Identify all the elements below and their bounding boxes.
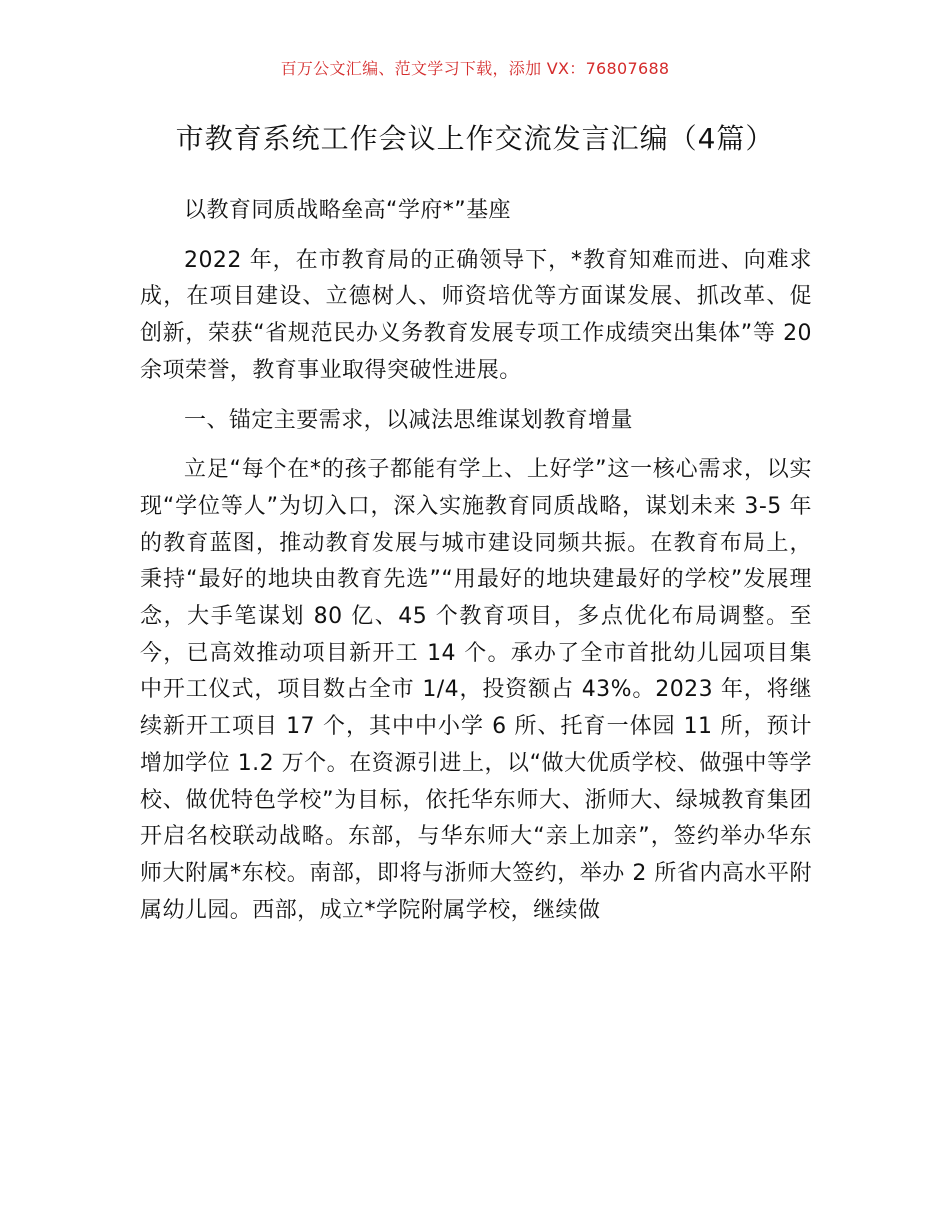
- paragraph: 2022 年，在市教育局的正确领导下，*教育知难而进、向难求成，在项目建设、立德树人、师资培优等方面谋发展、抓改革、促创新，荣获“省规范民办义务教育发展专项工作成绩突出集体”等 20 余项荣誉，教育事业取得突破性进展。: [140, 247, 812, 383]
- document-body: [140, 193, 812, 942]
- watermark-banner: 百万公文汇编、范文学习下载，添加 VX：76807688: [280, 59, 670, 78]
- document-title: 市教育系统工作会议上作交流发言汇编（4篇）: [175, 122, 775, 155]
- section-heading: 一、锚定主要需求，以减法思维谋划教育增量: [184, 407, 634, 433]
- document-subtitle: 以教育同质战略垒高“学府*”基座: [184, 198, 511, 223]
- paragraph: 立足“每个在*的孩子都能有学上、上好学”这一核心需求，以实现“学位等人”为切入口，深入实施教育同质战略，谋划未来 3-5 年的教育蓝图，推动教育发展与城市建设同频共振。在教育布局上，秉持“最好的地块由教育先选”“用最好的地块建最好的学校”发展理念，大手笔谋划 80 亿、45 个教育项目，多点优化布局调整。至今，已高效推动项目新开工 14 个。承办了全市首批幼儿园项目集中开工仪式，项目数占全市 1/4，投资额占 43%。2023 年，将继续新开工项目 17 个，其中中小学 6 所、托育一体园 11 所，预计增加学位 1.2 万个。在资源引进上，以“做大优质学校、做强中等学校、做优特色学校”为目标，依托华东师大、浙师大、绿城教育集团开启名校联动战略。东部，与华东师大“亲上加亲”，签约举办华东师大附属*东校。南部，即将与浙师大签约，举办 2 所省内高水平附属幼儿园。西部，成立*学院附属学校，继续做: [140, 457, 812, 923]
